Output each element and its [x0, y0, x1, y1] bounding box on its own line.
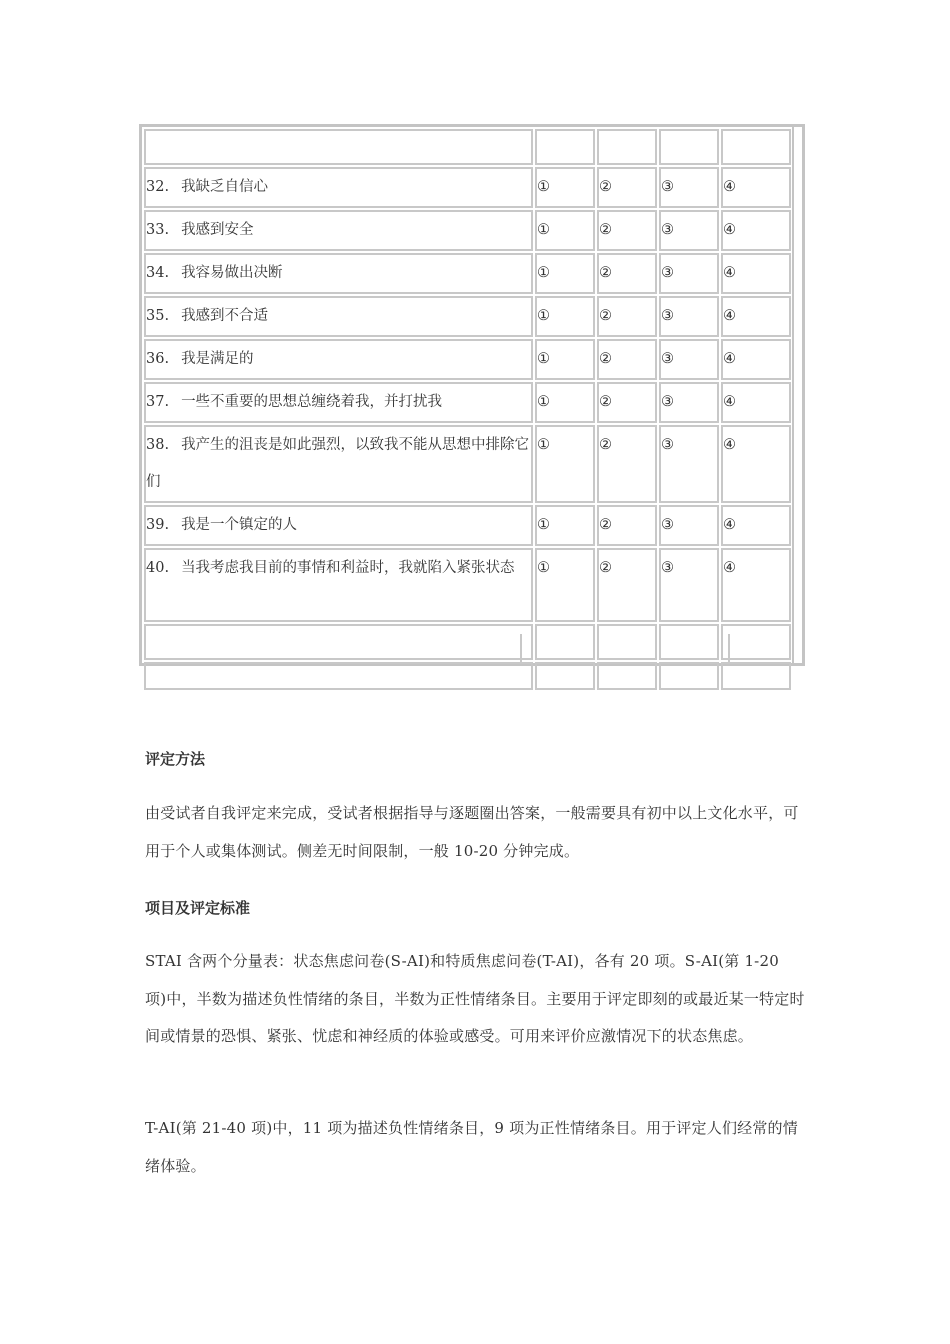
option-3: ③: [659, 505, 719, 546]
item-number: 36.: [146, 351, 170, 367]
option-3: ③: [659, 382, 719, 423]
table-tail-row: [144, 662, 791, 690]
table-header-row: [144, 129, 791, 165]
option-3: ③: [659, 548, 719, 622]
item-number: 39.: [146, 517, 170, 533]
item-text: 我是满足的: [181, 351, 254, 367]
item-cell: [144, 339, 533, 380]
option-2: ②: [597, 382, 657, 423]
option-3: ③: [659, 425, 719, 503]
option-1: ①: [535, 253, 595, 294]
option-2: ②: [597, 210, 657, 251]
option-1: ①: [535, 548, 595, 622]
option-1: ①: [535, 210, 595, 251]
item-cell: [144, 425, 533, 503]
item-text: 我缺乏自信心: [181, 179, 269, 195]
option-1: ①: [535, 339, 595, 380]
questionnaire-rows: [144, 167, 791, 622]
option-1: ①: [535, 425, 595, 503]
item-text: 当我考虑我目前的事情和利益时，我就陷入紧张状态: [181, 560, 515, 576]
table-row: [144, 253, 791, 294]
item-cell: [144, 505, 533, 546]
option-2: ②: [597, 505, 657, 546]
item-text: 一些不重要的思想总缠绕着我，并打扰我: [181, 394, 443, 410]
items-paragraph-1: STAI 含两个分量表：状态焦虑问卷(S-AI)和特质焦虑问卷(T-AI)，各有 20 项。S-AI(第 1-20 项)中，半数为描述负性情绪的条目，半数为正性情绪条目。主要用于评定即刻的或最近某一特定时间或情景的恐惧、紧张、忧虑和神经质的体验或感受。可用来评价应激情况下的状态焦虑。: [145, 952, 805, 1045]
table-right-edge: [792, 126, 802, 664]
option-2: ②: [597, 425, 657, 503]
tail-divider: [728, 634, 730, 664]
option-2: ②: [597, 548, 657, 622]
item-cell: [144, 253, 533, 294]
option-4: ④: [721, 253, 791, 294]
item-cell: [144, 210, 533, 251]
item-cell: [144, 296, 533, 337]
table-row: [144, 425, 791, 503]
option-4: ④: [721, 505, 791, 546]
option-4: ④: [721, 339, 791, 380]
option-3: ③: [659, 253, 719, 294]
option-1: ①: [535, 382, 595, 423]
option-2: ②: [597, 296, 657, 337]
item-number: 32.: [146, 179, 170, 195]
tail-divider: [520, 634, 522, 664]
option-2: ②: [597, 253, 657, 294]
item-number: 35.: [146, 308, 170, 324]
item-number: 34.: [146, 265, 170, 281]
item-cell: [144, 167, 533, 208]
table-row: [144, 382, 791, 423]
option-4: ④: [721, 425, 791, 503]
option-3: ③: [659, 210, 719, 251]
table-row: [144, 339, 791, 380]
table-row: [144, 210, 791, 251]
items-paragraph-2: T-AI(第 21-40 项)中，11 项为描述负性情绪条目，9 项为正性情绪条目。用于评定人们经常的情绪体验。: [145, 1119, 798, 1175]
table-empty-row: [144, 624, 791, 660]
table-row: [144, 548, 791, 622]
item-text: 我是一个镇定的人: [181, 517, 298, 533]
questionnaire-table: [142, 127, 793, 692]
table-row: [144, 296, 791, 337]
option-4: ④: [721, 167, 791, 208]
item-number: 33.: [146, 222, 170, 238]
method-paragraph: 由受试者自我评定来完成，受试者根据指导与逐题圈出答案，一般需要具有初中以上文化水平，可用于个人或集体测试。侧差无时间限制，一般 10-20 分钟完成。: [145, 804, 799, 860]
section-heading-method: 评定方法: [145, 750, 206, 768]
item-number: 38.: [146, 437, 170, 453]
item-number: 37.: [146, 394, 170, 410]
option-4: ④: [721, 548, 791, 622]
section-heading-items: 项目及评定标准: [145, 899, 251, 917]
option-3: ③: [659, 167, 719, 208]
item-text: 我产生的沮丧是如此强烈，以致我不能从思想中排除它们: [146, 437, 530, 490]
option-2: ②: [597, 167, 657, 208]
item-text: 我感到安全: [181, 222, 254, 238]
option-4: ④: [721, 210, 791, 251]
table-row: [144, 167, 791, 208]
item-cell: [144, 548, 533, 622]
option-3: ③: [659, 339, 719, 380]
option-1: ①: [535, 505, 595, 546]
item-text: 我容易做出决断: [181, 265, 283, 281]
option-1: ①: [535, 167, 595, 208]
option-1: ①: [535, 296, 595, 337]
table-row: [144, 505, 791, 546]
option-4: ④: [721, 382, 791, 423]
option-4: ④: [721, 296, 791, 337]
option-3: ③: [659, 296, 719, 337]
item-text: 我感到不合适: [181, 308, 269, 324]
item-number: 40.: [146, 560, 170, 576]
option-2: ②: [597, 339, 657, 380]
item-cell: [144, 382, 533, 423]
